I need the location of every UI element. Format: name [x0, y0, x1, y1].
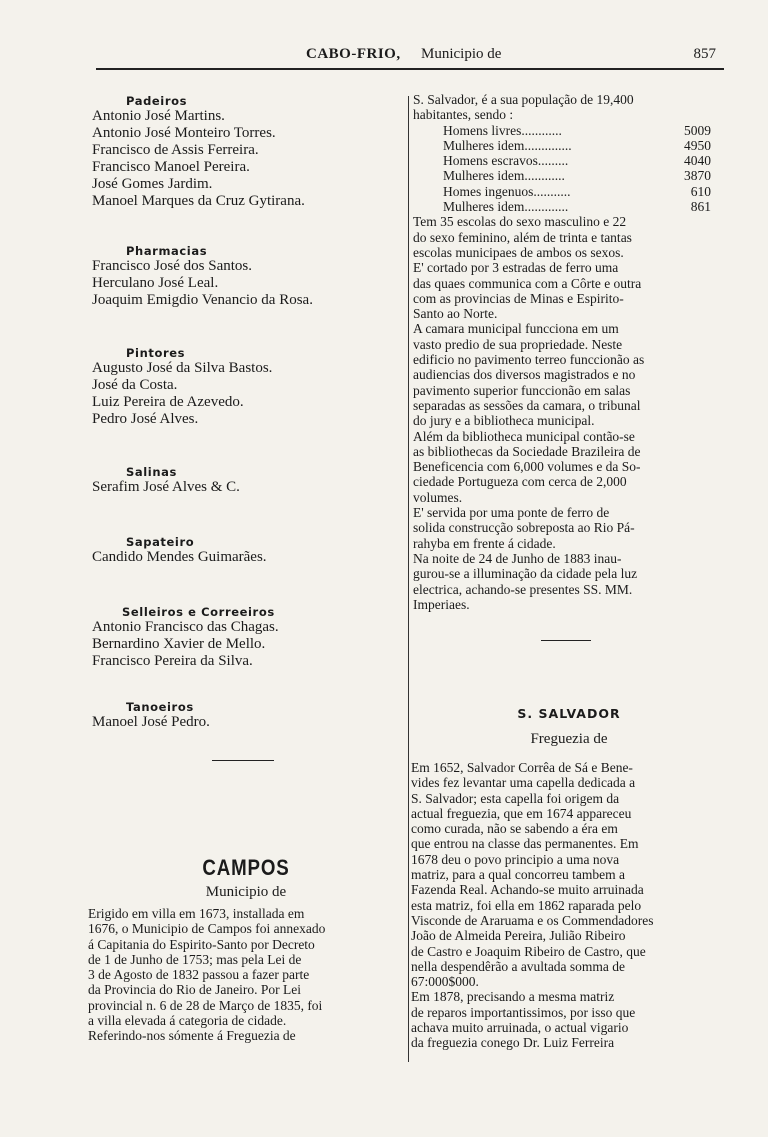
text-line: Além da bibliotheca municipal contão-se [413, 428, 635, 444]
section-heading: Salinas [126, 465, 177, 479]
section-heading: Tanoeiros [126, 700, 194, 714]
section-heading: Selleiros e Correeiros [122, 605, 275, 619]
text-line: de 1 de Junho de 1753; mas pela Lei de [88, 951, 302, 967]
text-line: 67:000$000. [411, 974, 479, 990]
list-item: Antonio José Monteiro Torres. [92, 125, 276, 141]
running-header [96, 46, 722, 66]
section-selleiros [92, 605, 279, 670]
text-line: as bibliothecas da Sociedade Brazileira de [413, 443, 641, 459]
text-line: S. Salvador, é a sua população de 19,400 [413, 92, 634, 107]
page-number: 857 [693, 46, 716, 62]
section-pharmacias [92, 244, 313, 309]
text-line: Santo ao Norte. [413, 306, 498, 322]
stat-label: Mulheres idem............. [443, 199, 569, 215]
stat-label: Mulheres idem.............. [443, 137, 572, 153]
text-line: do sexo feminino, além de trinta e tantas [413, 229, 632, 245]
list-item: Francisco Pereira da Silva. [92, 653, 253, 669]
text-line: esta matriz, foi ella em 1862 raparada pelo [411, 897, 642, 913]
text-line: de reparos importantissimos, por isso que [411, 1004, 636, 1020]
header-rule [96, 68, 724, 70]
list-item: Luiz Pereira de Azevedo. [92, 394, 244, 410]
stat-value: 4950 [684, 137, 711, 153]
campos-title: CAMPOS [202, 855, 290, 880]
text-line: provincial n. 6 de 28 de Março de 1835, foi [88, 997, 323, 1013]
section-separator-left [212, 760, 274, 761]
text-line: E' servida por uma ponte de ferro de [413, 505, 610, 521]
text-line: achava muito arruinada, o actual vigario [411, 1020, 629, 1036]
text-line: da Provincia do Rio de Janeiro. Por Lei [88, 982, 301, 998]
text-line: vides fez levantar uma capella dedicada a [411, 775, 636, 791]
stat-value: 610 [690, 183, 711, 199]
s-salvador-subtitle: Freguezia de [530, 731, 608, 747]
list-item: Candido Mendes Guimarães. [92, 549, 267, 565]
list-item: Serafim José Alves & C. [92, 479, 240, 495]
name-list [92, 258, 313, 309]
list-item: Antonio Francisco das Chagas. [92, 619, 279, 635]
name-list [92, 360, 272, 428]
stat-label: Mulheres idem............ [443, 168, 565, 184]
table-row [443, 138, 711, 153]
stat-value: 861 [690, 199, 711, 215]
text-line: ciedade Portugueza com cerca de 2,000 [413, 474, 627, 490]
text-line: a villa elevada á categoria de cidade. [88, 1013, 287, 1029]
text-line: do jury e a bibliotheca municipal. [413, 413, 595, 429]
text-line: edificio no pavimento terreo funccionão as [413, 352, 645, 368]
name-list [92, 549, 267, 566]
section-separator-right [541, 640, 591, 641]
text-line: nella despendêrão a avultada somma de [411, 958, 626, 974]
section-heading: Padeiros [126, 94, 188, 108]
text-line: E' cortado por 3 estradas de ferro uma [413, 260, 619, 276]
section-heading: Pintores [126, 346, 186, 360]
section-sapateiro [92, 535, 267, 566]
text-line: habitantes, sendo : [413, 107, 514, 123]
stat-label: Homens livres............ [443, 122, 562, 138]
text-line: pavimento superior funccionão em salas [413, 382, 631, 398]
text-line: Beneficencia com 6,000 volumes e da So- [413, 459, 641, 475]
stat-value: 5009 [684, 122, 711, 138]
campos-text [88, 906, 400, 1044]
stat-label: Homes ingenuos........... [443, 183, 571, 199]
list-item: Bernardino Xavier de Mello. [92, 636, 266, 652]
text-line: como curada, não se sabendo a éra em [411, 821, 618, 837]
text-line: Visconde de Araruama e os Commendadores [411, 912, 654, 928]
name-list [92, 619, 279, 670]
text-line: matriz, para a qual concorreu tambem a [411, 867, 626, 883]
text-line: Em 1652, Salvador Corrêa de Sá e Bene- [411, 760, 633, 775]
text-line: 3 de Agosto de 1832 passou a fazer parte [88, 967, 310, 983]
header-title: CABO-FRIO, [306, 46, 401, 62]
text-line: Na noite de 24 de Junho de 1883 inau- [413, 550, 622, 566]
list-item: José Gomes Jardim. [92, 176, 213, 192]
population-table [443, 123, 711, 215]
text-line: Fazenda Real. Achando-se muito arruinada [411, 882, 644, 898]
text-line: gurou-se a illuminação da cidade pela luz [413, 566, 638, 582]
table-row [443, 153, 711, 168]
section-salinas [92, 465, 240, 496]
text-line: escolas municipaes de ambos os sexos. [413, 244, 624, 260]
text-line: Referindo-nos sómente á Freguezia de [88, 1028, 296, 1044]
s-salvador-text [411, 760, 725, 1051]
text-line: Tem 35 escolas do sexo masculino e 22 [413, 214, 627, 230]
text-line: que entrou na classe das permanentes. Em [411, 836, 639, 852]
text-line: Erigido em villa em 1673, installada em [88, 906, 305, 921]
list-item: Joaquim Emigdio Venancio da Rosa. [92, 292, 313, 308]
municipal-text [413, 214, 725, 612]
text-line: com as provincias de Minas e Espirito- [413, 290, 624, 306]
text-line: Imperiaes. [413, 596, 470, 612]
section-padeiros [92, 94, 305, 210]
stat-value: 4040 [684, 153, 711, 169]
stat-label: Homens escravos......... [443, 153, 569, 169]
population-intro [413, 92, 725, 123]
s-salvador-title: S. SALVADOR [517, 706, 621, 721]
name-list [92, 108, 305, 210]
section-heading: Sapateiro [126, 535, 195, 549]
text-line: das quaes communica com a Côrte e outra [413, 275, 642, 291]
section-heading: Pharmacias [126, 244, 208, 258]
text-line: electrica, achando-se presentes SS. MM. [413, 581, 633, 597]
text-line: separadas as sessões da camara, o tribunal [413, 397, 641, 413]
list-item: Manoel José Pedro. [92, 714, 210, 730]
name-list [92, 714, 210, 731]
table-row [443, 199, 711, 214]
list-item: Francisco Manoel Pereira. [92, 159, 250, 175]
text-line: 1678 deu o povo principio a uma nova [411, 851, 620, 867]
table-row [443, 184, 711, 199]
text-line: Em 1878, precisando a mesma matriz [411, 989, 615, 1005]
section-pintores [92, 346, 272, 428]
list-item: Herculano José Leal. [92, 275, 219, 291]
header-subtitle: Municipio de [421, 46, 502, 62]
text-line: S. Salvador; esta capella foi origem da [411, 790, 620, 806]
text-line: 1676, o Municipio de Campos foi annexado [88, 921, 326, 937]
table-row [443, 168, 711, 183]
text-line: volumes. [413, 489, 463, 505]
text-line: vasto predio de sua propriedade. Neste [413, 336, 623, 352]
column-divider [408, 96, 409, 1062]
text-line: de Castro e Joaquim Ribeiro de Castro, que [411, 943, 646, 959]
list-item: José da Costa. [92, 377, 178, 393]
section-tanoeiros [92, 700, 210, 731]
table-row [443, 123, 711, 138]
stat-value: 3870 [684, 168, 711, 184]
text-line: actual freguezia, que em 1674 appareceu [411, 805, 632, 821]
list-item: Manoel Marques da Cruz Gytirana. [92, 193, 305, 209]
text-line: da freguezia conego Dr. Luiz Ferreira [411, 1035, 615, 1051]
text-line: João de Almeida Pereira, Julião Ribeiro [411, 928, 626, 944]
list-item: Antonio José Martins. [92, 108, 225, 124]
text-line: rahyba em frente á cidade. [413, 535, 556, 551]
text-line: A camara municipal funcciona em um [413, 321, 619, 337]
text-line: audiencias dos diversos magistrados e no [413, 367, 636, 383]
list-item: Augusto José da Silva Bastos. [92, 360, 273, 376]
name-list [92, 479, 240, 496]
campos-subtitle: Municipio de [205, 884, 287, 900]
list-item: Francisco de Assis Ferreira. [92, 142, 259, 158]
list-item: Francisco José dos Santos. [92, 258, 252, 274]
text-line: solida construcção sobreposta ao Rio Pá- [413, 520, 635, 536]
text-line: á Capitania do Espirito-Santo por Decreto [88, 936, 315, 952]
list-item: Pedro José Alves. [92, 411, 199, 427]
right-column [413, 92, 725, 612]
